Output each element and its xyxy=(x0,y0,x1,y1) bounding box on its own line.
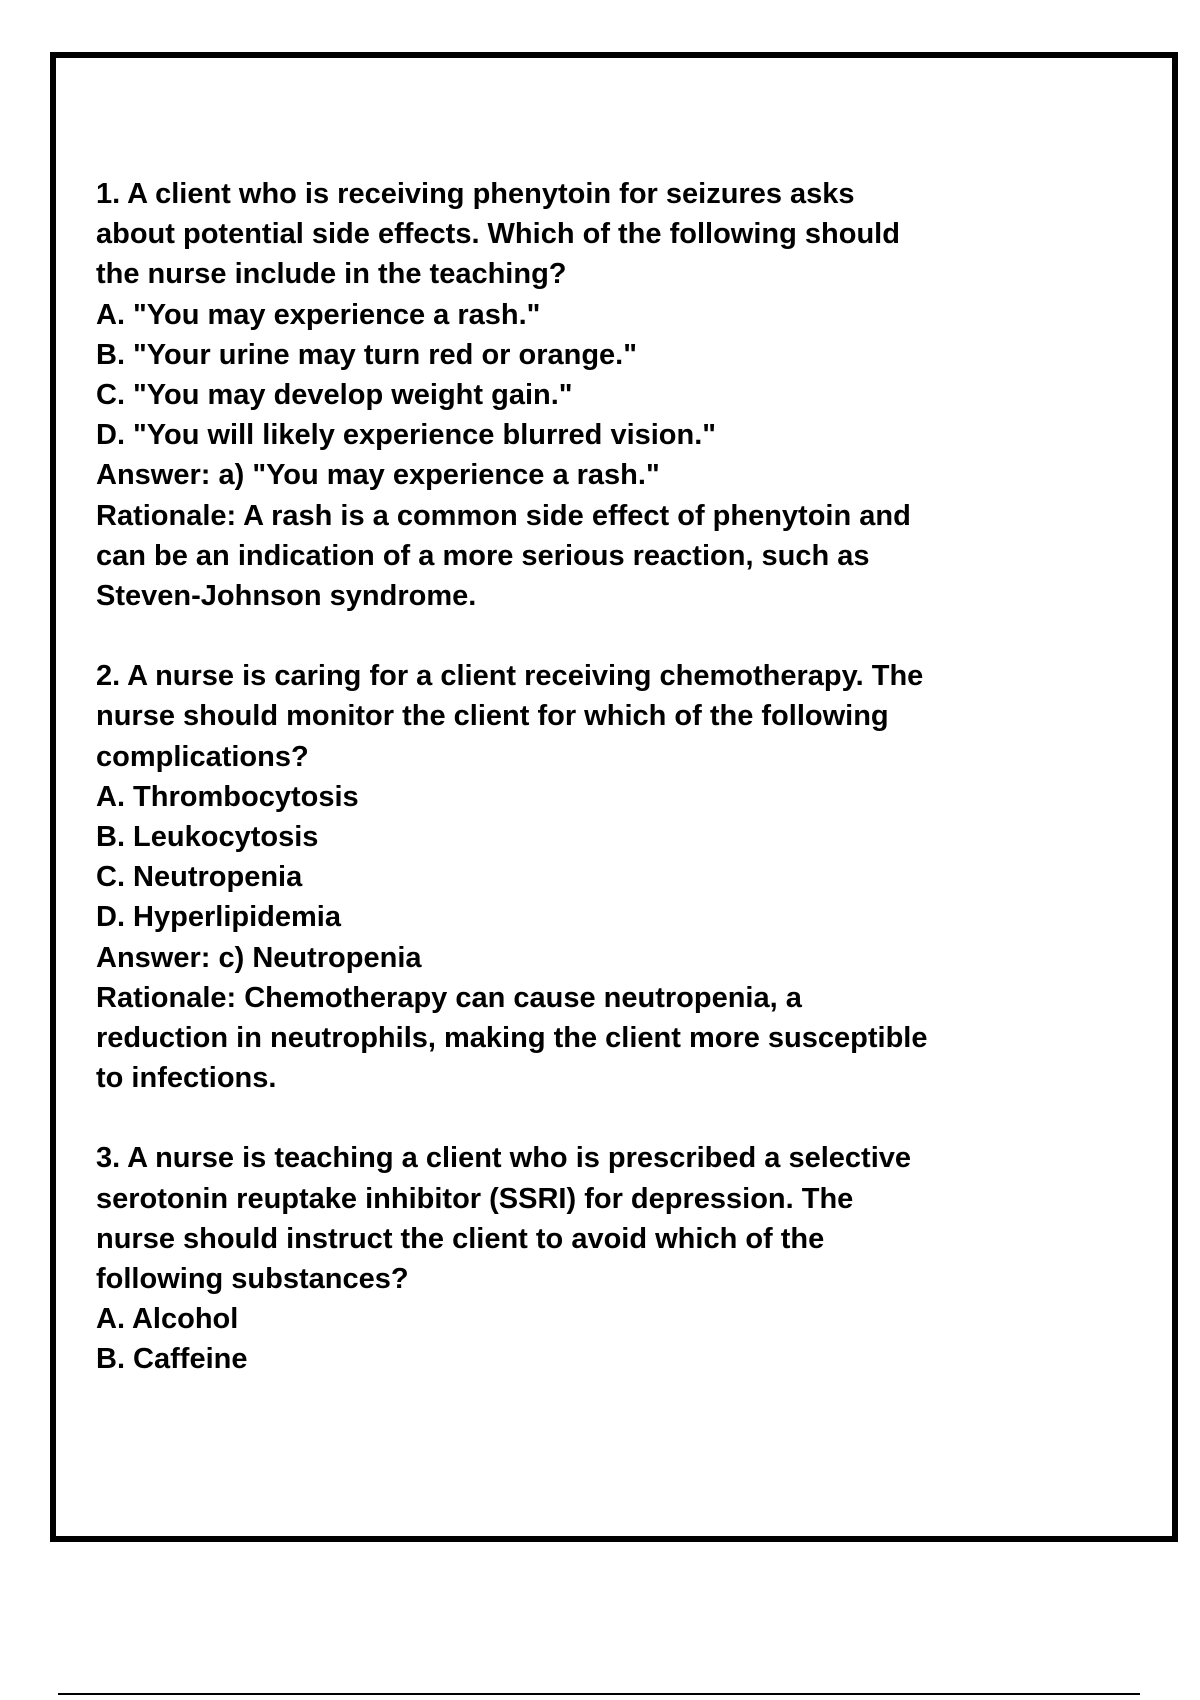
question-1-stem-line-2: about potential side effects. Which of the following should xyxy=(96,218,900,251)
question-1-option-d: D. "You will likely experience blurred vision." xyxy=(96,419,717,452)
question-3-option-b: B. Caffeine xyxy=(96,1343,248,1376)
question-2-option-c: C. Neutropenia xyxy=(96,861,303,894)
question-1 xyxy=(96,174,1096,616)
question-3 xyxy=(96,1138,1096,1379)
question-2-option-b: B. Leukocytosis xyxy=(96,821,319,854)
question-1-option-b: B. "Your urine may turn red or orange." xyxy=(96,338,637,371)
question-2-answer: Answer: c) Neutropenia xyxy=(96,941,422,974)
document-content xyxy=(96,174,1096,1380)
question-1-stem-line-1: 1. A client who is receiving phenytoin for seizures asks xyxy=(96,178,855,210)
question-1-option-c: C. "You may develop weight gain." xyxy=(96,379,573,412)
question-3-stem-line-1: 3. A nurse is teaching a client who is prescribed a selective xyxy=(96,1142,912,1175)
question-spacer xyxy=(96,616,1096,656)
question-1-rationale-line-2: can be an indication of a more serious reaction, such as xyxy=(96,539,870,572)
question-1-option-a: A. "You may experience a rash." xyxy=(96,298,541,331)
question-1-rationale-line-1: Rationale: A rash is a common side effect of phenytoin and xyxy=(96,499,911,532)
question-1-rationale-line-3: Steven-Johnson syndrome. xyxy=(96,580,477,613)
question-1-answer: Answer: a) "You may experience a rash." xyxy=(96,459,660,492)
question-2-option-a: A. Thrombocytosis xyxy=(96,780,359,813)
question-2 xyxy=(96,656,1096,1098)
question-3-stem-line-3: nurse should instruct the client to avoid which of the xyxy=(96,1222,825,1255)
question-3-option-a: A. Alcohol xyxy=(96,1303,239,1336)
question-2-stem-line-2: nurse should monitor the client for which of the following xyxy=(96,700,889,733)
question-3-stem-line-2: serotonin reuptake inhibitor (SSRI) for depression. The xyxy=(96,1182,854,1215)
question-2-stem-line-3: complications? xyxy=(96,740,309,773)
question-3-stem-line-4: following substances? xyxy=(96,1263,409,1296)
footer-divider xyxy=(58,1693,1140,1695)
question-2-rationale-line-1: Rationale: Chemotherapy can cause neutropenia, a xyxy=(96,981,802,1014)
question-spacer xyxy=(96,1098,1096,1138)
question-2-rationale-line-3: to infections. xyxy=(96,1062,277,1095)
question-1-stem-line-3: the nurse include in the teaching? xyxy=(96,258,567,291)
question-2-option-d: D. Hyperlipidemia xyxy=(96,901,341,934)
question-2-stem-line-1: 2. A nurse is caring for a client receiving chemotherapy. The xyxy=(96,660,924,693)
question-2-rationale-line-2: reduction in neutrophils, making the client more susceptible xyxy=(96,1022,928,1055)
